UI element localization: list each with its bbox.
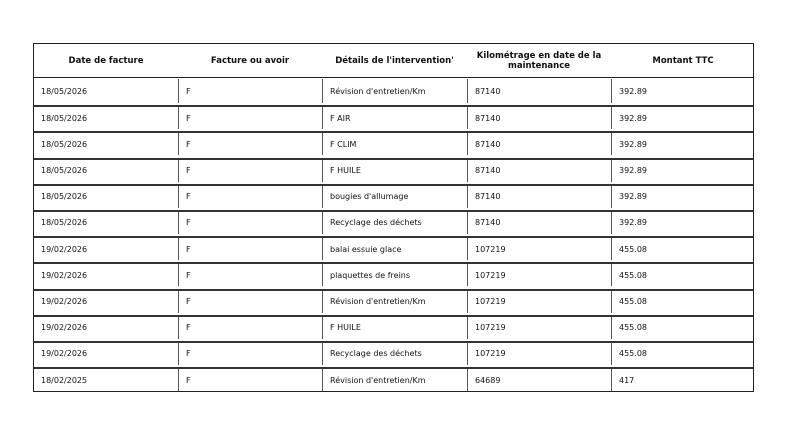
table-row	[34, 236, 753, 260]
cell-amount: 455.08	[611, 317, 755, 339]
cell-mileage: 87140	[467, 133, 611, 155]
cell-type: F	[178, 369, 322, 391]
header-date: Date de facture	[68, 55, 144, 66]
header-mileage: Kilométrage en date de la maintenance	[476, 50, 602, 71]
table-row	[34, 367, 753, 391]
table-header	[34, 44, 753, 78]
cell-mileage: 107219	[467, 317, 611, 339]
cell-mileage: 107219	[467, 343, 611, 365]
table-row	[34, 158, 753, 182]
header-details: Détails de l'intervention'	[335, 55, 454, 66]
cell-type: F	[178, 212, 322, 234]
cell-details: Recyclage des déchets	[322, 343, 467, 365]
cell-amount: 392.89	[611, 186, 755, 208]
cell-details: F CLIM	[322, 133, 467, 155]
table-body	[34, 78, 753, 391]
table-row	[34, 131, 753, 155]
cell-mileage: 87140	[467, 160, 611, 182]
cell-date: 19/02/2026	[41, 270, 88, 280]
cell-details: F AIR	[322, 107, 467, 129]
cell-mileage: 87140	[467, 107, 611, 129]
cell-type: F	[178, 186, 322, 208]
cell-amount: 392.89	[611, 212, 755, 234]
cell-details: Révision d'entretien/Km	[322, 79, 467, 103]
cell-type: F	[178, 264, 322, 286]
cell-mileage: 107219	[467, 291, 611, 313]
cell-mileage: 107219	[467, 264, 611, 286]
cell-date: 19/02/2026	[41, 349, 88, 359]
cell-amount: 392.89	[611, 79, 755, 103]
table-row	[34, 184, 753, 208]
cell-mileage: 87140	[467, 212, 611, 234]
cell-type: F	[178, 79, 322, 103]
cell-details: bougies d'allumage	[322, 186, 467, 208]
cell-amount: 392.89	[611, 133, 755, 155]
cell-amount: 455.08	[611, 238, 755, 260]
cell-details: Recyclage des déchets	[322, 212, 467, 234]
cell-details: plaquettes de freins	[322, 264, 467, 286]
cell-type: F	[178, 133, 322, 155]
cell-type: F	[178, 238, 322, 260]
maintenance-table	[33, 43, 754, 392]
cell-date: 19/02/2026	[41, 323, 88, 333]
cell-details: F HUILE	[322, 160, 467, 182]
table-row	[34, 79, 753, 103]
cell-details: F HUILE	[322, 317, 467, 339]
cell-mileage: 87140	[467, 186, 611, 208]
table-row	[34, 262, 753, 286]
cell-date: 18/05/2026	[41, 139, 88, 149]
cell-mileage: 64689	[467, 369, 611, 391]
header-amount: Montant TTC	[652, 55, 714, 66]
cell-date: 18/05/2026	[41, 86, 88, 96]
cell-amount: 417	[611, 369, 755, 391]
cell-date: 18/02/2025	[41, 375, 88, 385]
cell-amount: 455.08	[611, 264, 755, 286]
cell-amount: 455.08	[611, 291, 755, 313]
cell-date: 18/05/2026	[41, 166, 88, 176]
cell-date: 18/05/2026	[41, 192, 88, 202]
cell-type: F	[178, 160, 322, 182]
table-row	[34, 315, 753, 339]
cell-date: 19/02/2026	[41, 297, 88, 306]
cell-amount: 392.89	[611, 107, 755, 129]
table-row	[34, 289, 753, 313]
table-row	[34, 210, 753, 234]
cell-amount: 392.89	[611, 160, 755, 182]
cell-mileage: 87140	[467, 79, 611, 103]
cell-type: F	[178, 317, 322, 339]
cell-mileage: 107219	[467, 238, 611, 260]
cell-date: 18/05/2026	[41, 113, 88, 123]
cell-amount: 455.08	[611, 343, 755, 365]
cell-type: F	[178, 343, 322, 365]
table-row	[34, 341, 753, 365]
cell-details: Révision d'entretien/Km	[322, 291, 467, 313]
cell-details: balai essuie glace	[322, 238, 467, 260]
cell-details: Révision d'entretien/Km	[322, 369, 467, 391]
cell-type: F	[178, 291, 322, 313]
cell-type: F	[178, 107, 322, 129]
cell-date: 19/02/2026	[41, 244, 88, 254]
table-row	[34, 105, 753, 129]
header-type: Facture ou avoir	[210, 55, 290, 66]
cell-date: 18/05/2026	[41, 218, 88, 228]
